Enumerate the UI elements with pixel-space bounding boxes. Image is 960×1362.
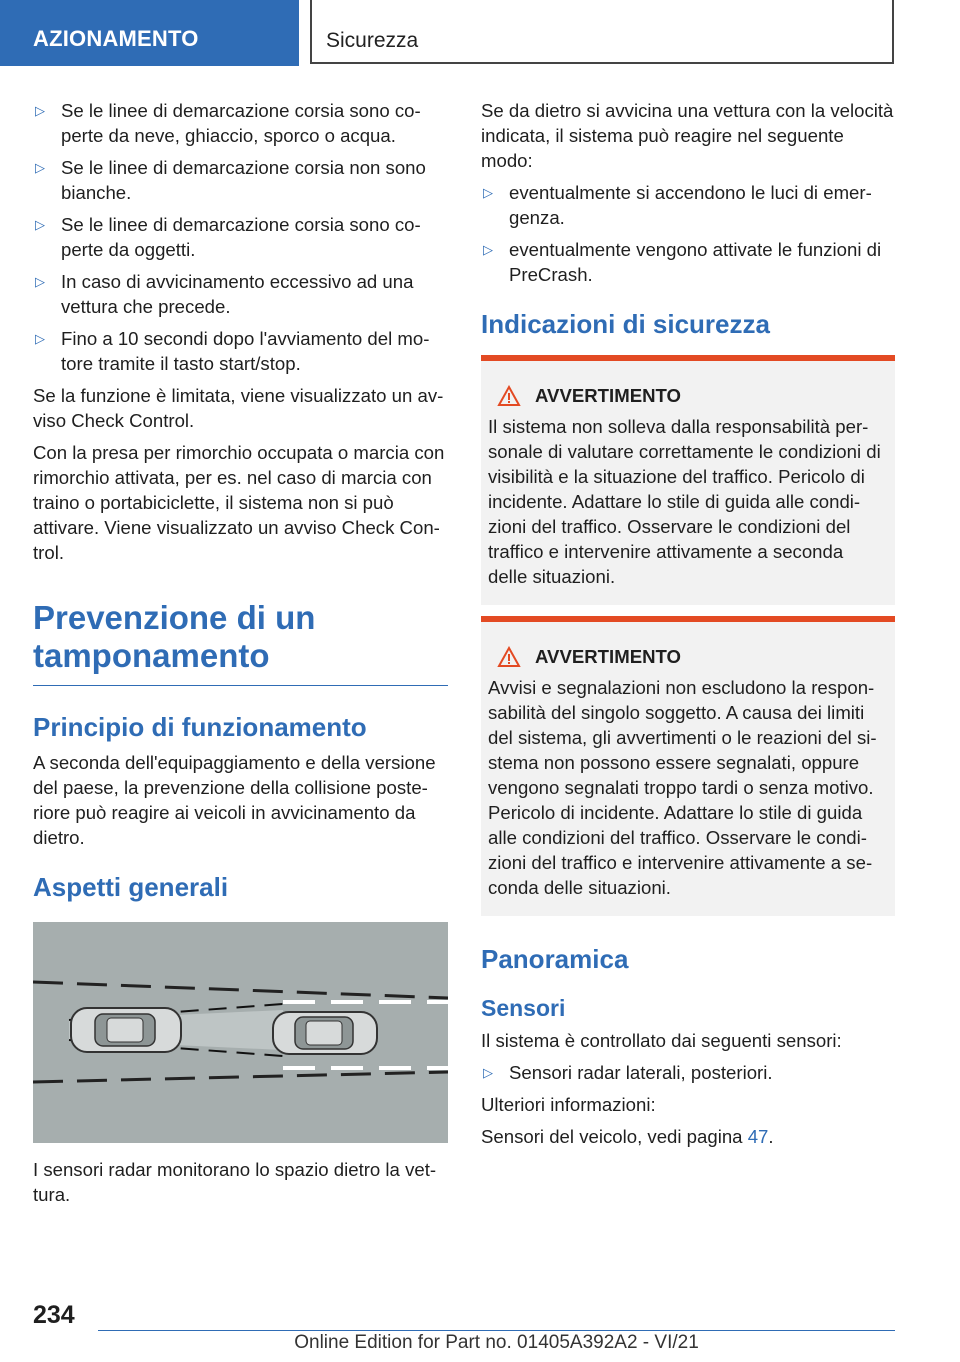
list-item [33,212,448,262]
bullet-text: eventualmente si accendono le luci di emergenza. [509,182,872,228]
warning-text: Il sistema non solleva dalla responsabilità personale di valutare correttamente le condizioni di visibilità e la situazione del traffico. Pericolo di incidente. Adattare lo stile di guida alle condizioni del traffico. Osservare le condizioni del traffico e intervenire attivamente a seconda delle situazioni. [488,416,881,587]
warning-box [481,355,895,605]
bullet-text: Se le linee di demarcazione corsia non sono bianche. [61,157,426,203]
figure-caption: I sensori radar monitorano lo spazio dietro la vettura. [33,1159,437,1205]
list-item [481,180,895,230]
lane-line-bottom [33,1072,448,1082]
heading-sicurezza: Indicazioni di sicurezza [481,309,770,339]
heading-aspetti: Aspetti generali [33,872,229,902]
heading-panoramica: Panoramica [481,944,629,974]
car-rear [273,1012,377,1054]
warning-text: Avvisi e segnalazioni non escludono la responsabilità del singolo soggetto. A causa dei limiti del sistema, gli avvertimenti o le reazioni del sistema non possono essere segnalati, oppure vengono segnalati troppo tardi o senza motivo. Pericolo di incidente. Adattare lo stile di guida alle condizioni del traffico. Osservare le condizioni del traffico e intervenire attivamente a seconda delle situazioni. [488,677,877,898]
right-column [481,98,895,1156]
header-section-tab [0,0,299,66]
ulteriori-paragraph: Ulteriori informazioni: [481,1094,656,1115]
warning-title [488,644,887,669]
warning-title-label: AVVERTIMENTO [535,385,682,406]
triangle-bullet-icon: ▷ [483,243,493,258]
list-item [33,326,448,376]
bullet-text: eventualmente vengono attivate le funzioni di PreCrash. [509,239,882,285]
footer-divider [98,1330,895,1331]
principio-paragraph: A seconda dell'equipaggiamento e della versione del paese, la prevenzione della collisione posteriore può reagire ai veicoli in avvicinamento da dietro. [33,752,436,848]
reference-end: . [768,1126,774,1147]
warning-title-label: AVVERTIMENTO [535,646,682,667]
triangle-bullet-icon: ▷ [483,1066,493,1081]
triangle-bullet-icon: ▷ [35,275,45,290]
bullet-text: Sensori radar laterali, posteriori. [509,1062,773,1083]
sensori-paragraph: Il sistema è controllato dai seguenti sensori: [481,1030,842,1051]
heading-principio: Principio di funzionamento [33,712,367,742]
header-section-label: AZIONAMENTO [33,26,199,51]
list-item [481,237,895,287]
warning-triangle-icon [497,385,521,407]
triangle-bullet-icon: ▷ [35,332,45,347]
warning-box [481,616,895,916]
page-number: 234 [33,1301,75,1329]
limitation-paragraph: Se la funzione è limitata, viene visualizzato un avviso Check Control. [33,385,444,431]
bullet-text: In caso di avvicinamento eccessivo ad una vettura che precede. [61,271,414,317]
triangle-bullet-icon: ▷ [483,186,493,201]
heading-sensori: Sensori [481,995,566,1021]
radar-diagram [33,922,448,1143]
warning-title [488,383,887,408]
triangle-bullet-icon: ▷ [35,161,45,176]
footer-edition: Online Edition for Part no. 01405A392A2 - VI/21 [294,1332,699,1353]
header-chapter-label: Sicurezza [326,29,419,52]
triangle-bullet-icon: ▷ [35,104,45,119]
trailer-paragraph: Con la presa per rimorchio occupata o marcia con rimorchio attivata, per es. nel caso di marcia con traino o portabiciclette, il sistema non si può attivare. Viene visualizzato un avviso Check Control. [33,442,445,563]
bullet-text: Se le linee di demarcazione corsia sono coperte da oggetti. [61,214,421,260]
intro-paragraph: Se da dietro si avvicina una vettura con la velocità indicata, il sistema può reagire nel seguente modo: [481,100,894,171]
left-column [33,98,448,1214]
section-title: Prevenzione di un tamponamento [33,599,448,686]
car-front [71,1008,181,1052]
reference-text: Sensori del veicolo, vedi pagina [481,1126,743,1147]
list-item [33,155,448,205]
list-item [481,1060,895,1085]
page-reference-link[interactable]: 47 [747,1126,769,1147]
list-item [33,269,448,319]
warning-triangle-icon [497,646,521,668]
triangle-bullet-icon: ▷ [35,218,45,233]
list-item [33,98,448,148]
header-chapter-box [310,0,894,64]
bullet-text: Fino a 10 secondi dopo l'avviamento del motore tramite il tasto start/stop. [61,328,430,374]
reference-paragraph [481,1124,895,1149]
bullet-text: Se le linee di demarcazione corsia sono coperte da neve, ghiaccio, sporco o acqua. [61,100,421,146]
radar-illustration [33,922,448,1143]
lane-line-top [33,982,448,998]
